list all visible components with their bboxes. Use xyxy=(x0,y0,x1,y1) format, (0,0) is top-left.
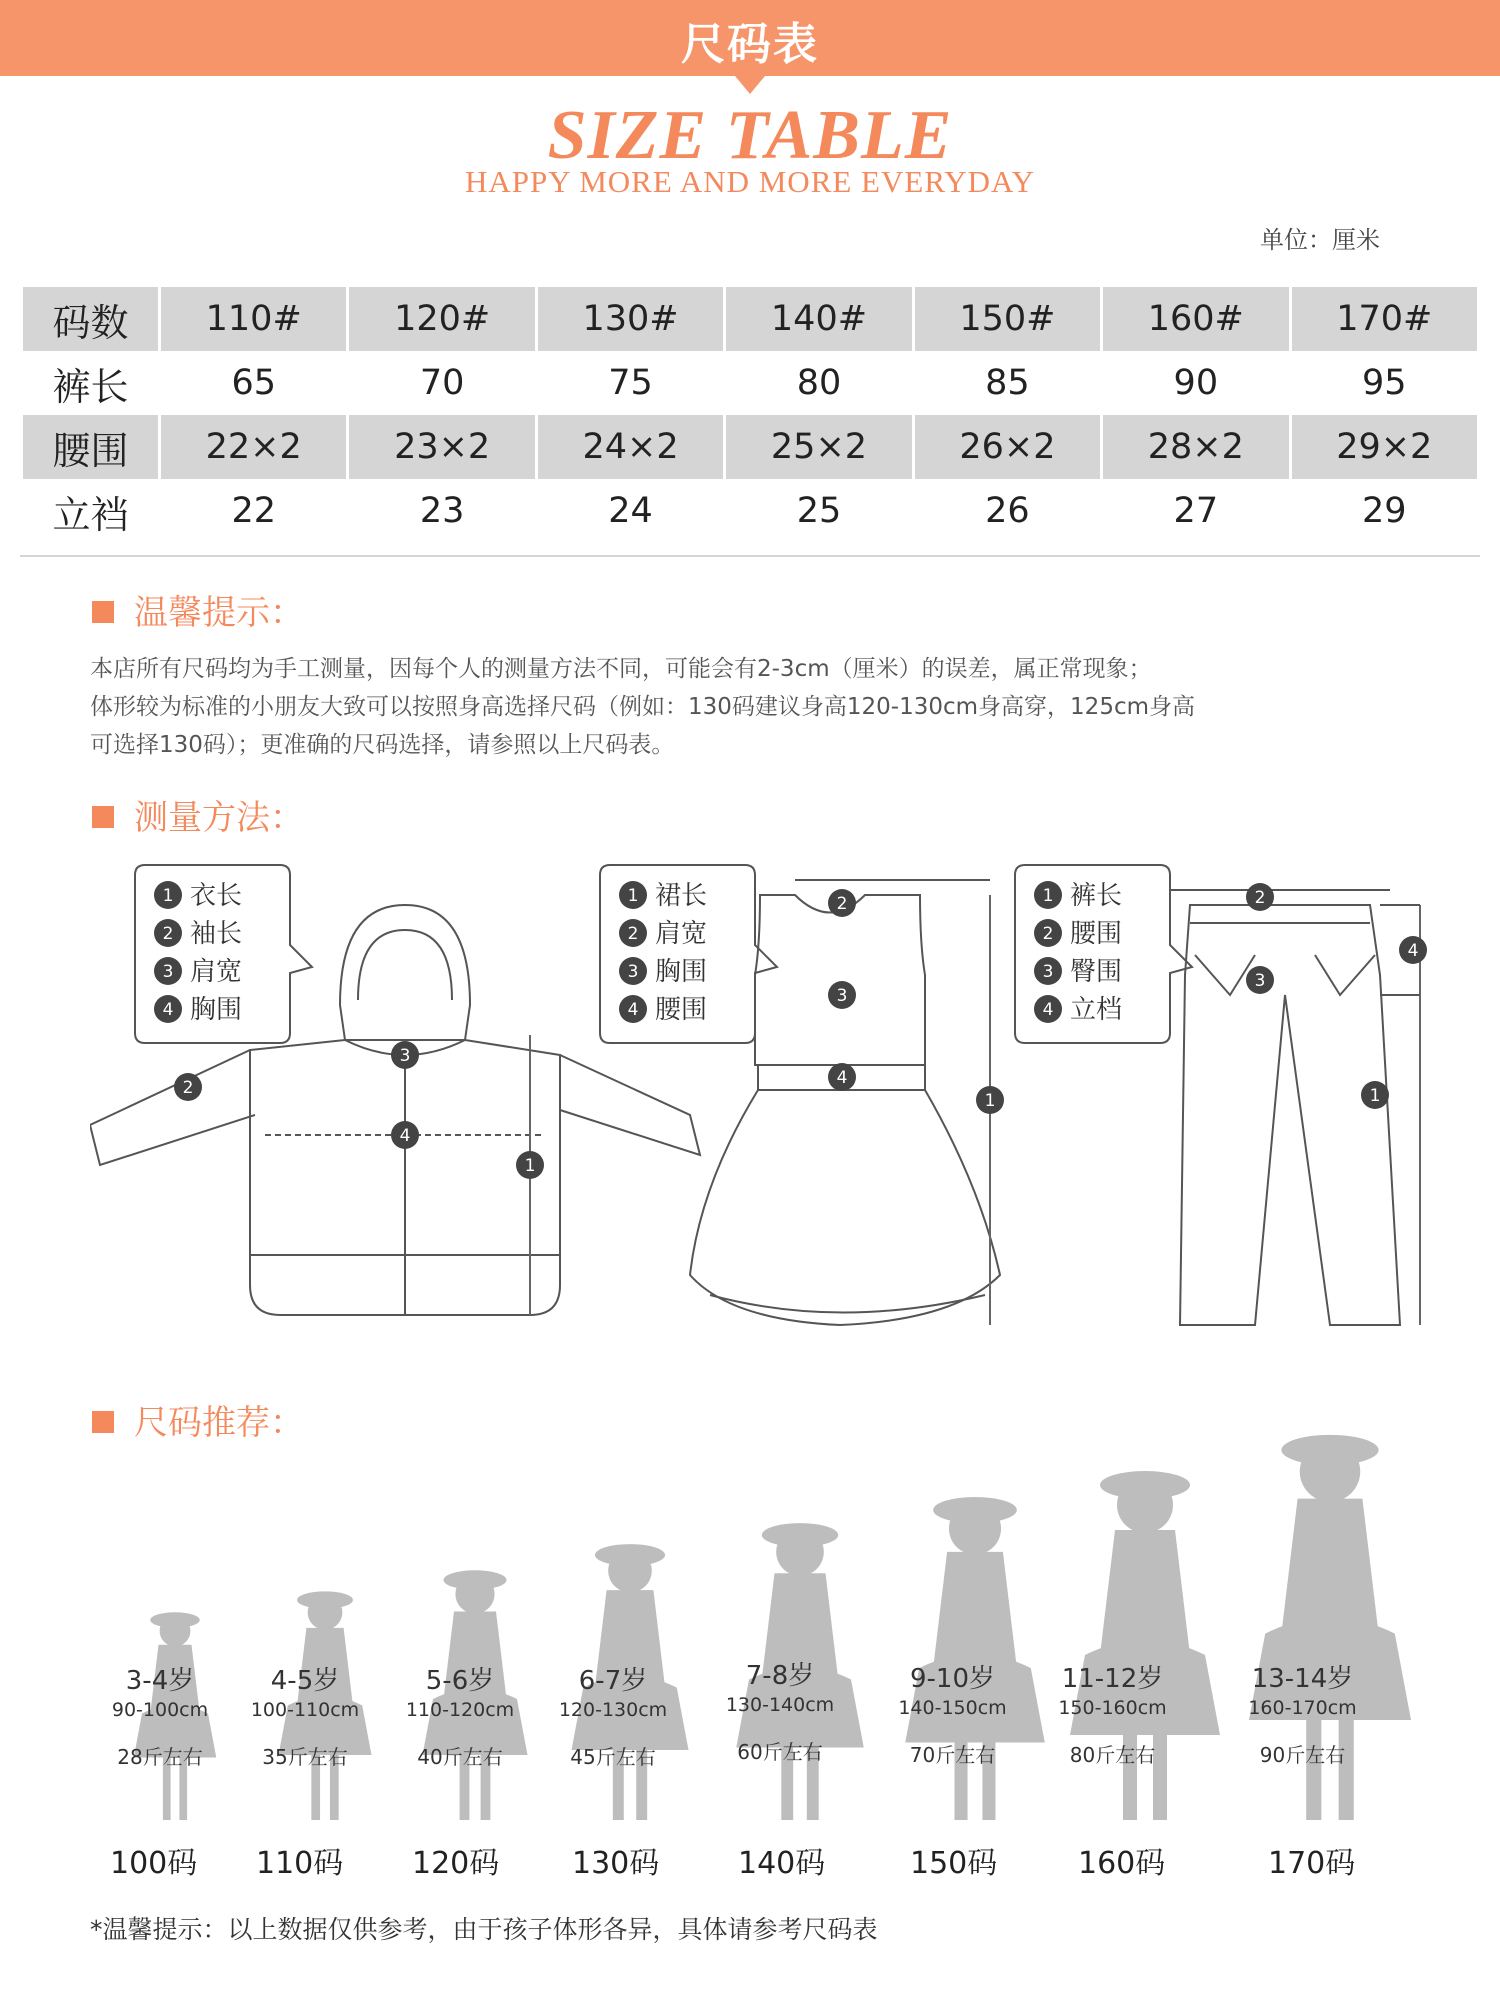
kid-age: 13-14岁 xyxy=(1251,1664,1354,1694)
kid-height: 160-170cm xyxy=(1248,1697,1357,1719)
method-heading xyxy=(92,790,304,839)
table-cell: 26 xyxy=(915,479,1100,543)
badge-number: 2 xyxy=(182,1078,194,1098)
kid-age: 6-7岁 xyxy=(578,1666,648,1696)
kid-height: 110-120cm xyxy=(405,1699,515,1721)
table-header-cell: 130# xyxy=(538,287,723,351)
table-cell: 23 xyxy=(349,479,534,543)
kid-info xyxy=(395,1660,525,1770)
pants-legend xyxy=(1015,865,1192,1043)
table-cell: 25×2 xyxy=(726,415,911,479)
badge-number: 1 xyxy=(162,886,174,906)
table-header-cell: 170# xyxy=(1292,287,1477,351)
kid-info xyxy=(1045,1658,1180,1768)
table-header-cell: 码数 xyxy=(23,287,158,351)
badge-number: 3 xyxy=(1254,971,1266,991)
legend-item: 裙长 xyxy=(655,881,708,911)
badge-number: 3 xyxy=(627,962,639,982)
kid-weight: 45斤左右 xyxy=(570,1745,656,1769)
legend-item: 立档 xyxy=(1070,995,1123,1025)
table-cell: 95 xyxy=(1292,351,1477,415)
brand-subtitle: HAPPY MORE AND MORE EVERYDAY xyxy=(464,164,1035,199)
kid-age: 5-6岁 xyxy=(425,1666,495,1696)
size-label: 150码 xyxy=(910,1846,998,1881)
unit-label: 单位：厘米 xyxy=(1260,226,1380,254)
badge-number: 1 xyxy=(1369,1086,1381,1106)
header-title: 尺码表 xyxy=(681,19,819,70)
badge-number: 4 xyxy=(399,1126,411,1146)
tips-line: 可选择130码）；更准确的尺码选择，请参照以上尺码表。 xyxy=(90,732,675,758)
tips-text xyxy=(90,650,1430,764)
footer-note: *温馨提示：以上数据仅供参考，由于孩子体形各异，具体请参考尺码表 xyxy=(90,1915,878,1944)
badge-number: 4 xyxy=(627,1000,639,1020)
kid-age: 9-10岁 xyxy=(909,1664,995,1694)
size-label: 140码 xyxy=(738,1846,826,1881)
kid-age: 4-5岁 xyxy=(270,1666,340,1696)
kid-weight: 90斤左右 xyxy=(1259,1743,1346,1767)
dress-legend xyxy=(600,865,777,1043)
measurement-diagram xyxy=(90,855,1440,1335)
tips-heading-text: 温馨提示： xyxy=(134,593,304,633)
badge-number: 2 xyxy=(1042,924,1054,944)
size-label: 100码 xyxy=(110,1846,198,1881)
kid-info xyxy=(240,1660,370,1770)
badge-number: 3 xyxy=(1042,962,1054,982)
table-header-cell: 110# xyxy=(161,287,346,351)
kid-weight: 80斤左右 xyxy=(1069,1743,1156,1767)
table-cell: 29×2 xyxy=(1292,415,1477,479)
dress-markers xyxy=(828,889,1004,1114)
table-row-label: 立裆 xyxy=(23,479,158,543)
square-bullet-icon xyxy=(92,601,114,623)
table-cell: 24 xyxy=(538,479,723,543)
size-table xyxy=(20,287,1480,543)
badge-number: 1 xyxy=(524,1156,536,1176)
table-row xyxy=(23,351,1477,415)
kid-weight: 40斤左右 xyxy=(417,1745,503,1769)
size-label: 160码 xyxy=(1078,1846,1166,1881)
recommend-heading-text: 尺码推荐： xyxy=(134,1403,304,1443)
kid-age: 11-12岁 xyxy=(1061,1664,1164,1694)
table-divider xyxy=(20,555,1480,557)
legend-item: 肩宽 xyxy=(655,919,708,949)
table-header-cell: 160# xyxy=(1103,287,1288,351)
table-header-cell: 150# xyxy=(915,287,1100,351)
size-label: 130码 xyxy=(572,1846,660,1881)
table-cell: 29 xyxy=(1292,479,1477,543)
table-cell: 90 xyxy=(1103,351,1288,415)
badge-number: 4 xyxy=(1407,941,1419,961)
kid-height: 90-100cm xyxy=(111,1699,209,1721)
kid-height: 130-140cm xyxy=(725,1694,835,1716)
table-cell: 26×2 xyxy=(915,415,1100,479)
legend-item: 臀围 xyxy=(1070,957,1123,987)
kid-height: 140-150cm xyxy=(898,1697,1007,1719)
table-header-cell: 120# xyxy=(349,287,534,351)
table-cell: 75 xyxy=(538,351,723,415)
brand-title: SIZE TABLE xyxy=(547,97,953,174)
kid-age: 3-4岁 xyxy=(125,1666,195,1696)
badge-number: 2 xyxy=(836,894,848,914)
table-cell: 22 xyxy=(161,479,346,543)
badge-number: 4 xyxy=(836,1068,848,1088)
badge-number: 4 xyxy=(1042,1000,1054,1020)
table-cell: 25 xyxy=(726,479,911,543)
legend-item: 胸围 xyxy=(190,995,243,1025)
badge-number: 1 xyxy=(984,1091,996,1111)
square-bullet-icon xyxy=(92,806,114,828)
badge-number: 1 xyxy=(1042,886,1054,906)
table-row-label: 腰围 xyxy=(23,415,158,479)
table-header-row xyxy=(23,287,1477,351)
table-row xyxy=(23,479,1477,543)
kid-info xyxy=(1235,1658,1370,1768)
tips-line: 本店所有尺码均为手工测量，因每个人的测量方法不同，可能会有2-3cm（厘米）的误差，属正常现象； xyxy=(90,656,1152,682)
kid-weight: 28斤左右 xyxy=(117,1745,203,1769)
badge-number: 2 xyxy=(1254,888,1266,908)
jacket-legend xyxy=(135,865,312,1043)
kid-info xyxy=(885,1658,1020,1768)
table-row xyxy=(23,415,1477,479)
kid-weight: 35斤左右 xyxy=(262,1745,348,1769)
badge-number: 2 xyxy=(627,924,639,944)
badge-number: 3 xyxy=(162,962,174,982)
legend-item: 裤长 xyxy=(1070,881,1123,911)
kid-info xyxy=(100,1660,220,1770)
jacket-markers xyxy=(174,1041,544,1179)
legend-item: 肩宽 xyxy=(190,957,243,987)
legend-item: 袖长 xyxy=(190,919,243,949)
legend-item: 腰围 xyxy=(1070,919,1123,949)
table-cell: 23×2 xyxy=(349,415,534,479)
table-cell: 22×2 xyxy=(161,415,346,479)
badge-number: 3 xyxy=(399,1046,411,1066)
kid-weight: 60斤左右 xyxy=(737,1740,823,1764)
kid-height: 120-130cm xyxy=(558,1699,668,1721)
table-cell: 65 xyxy=(161,351,346,415)
legend-item: 衣长 xyxy=(190,881,243,911)
kid-age: 7-8岁 xyxy=(745,1661,815,1691)
table-cell: 27 xyxy=(1103,479,1288,543)
table-cell: 85 xyxy=(915,351,1100,415)
pants-drawing xyxy=(1170,890,1420,1325)
badge-number: 2 xyxy=(162,924,174,944)
tips-line: 体形较为标准的小朋友大致可以按照身高选择尺码（例如：130码建议身高120-130cm身高穿，125cm身高 xyxy=(90,694,1195,720)
table-cell: 24×2 xyxy=(538,415,723,479)
size-label: 120码 xyxy=(412,1846,500,1881)
table-row-label: 裤长 xyxy=(23,351,158,415)
badge-number: 3 xyxy=(836,986,848,1006)
table-cell: 80 xyxy=(726,351,911,415)
legend-item: 胸围 xyxy=(655,957,708,987)
badge-number: 4 xyxy=(162,1000,174,1020)
header-bar xyxy=(0,0,1500,76)
header-notch xyxy=(735,76,765,94)
kid-weight: 70斤左右 xyxy=(909,1743,996,1767)
method-heading-text: 测量方法： xyxy=(134,798,304,838)
kid-height: 100-110cm xyxy=(250,1699,360,1721)
table-header-cell: 140# xyxy=(726,287,911,351)
legend-item: 腰围 xyxy=(655,995,708,1025)
kid-info xyxy=(715,1655,845,1765)
table-cell: 28×2 xyxy=(1103,415,1288,479)
kid-height: 150-160cm xyxy=(1058,1697,1167,1719)
tips-heading xyxy=(92,585,304,634)
badge-number: 1 xyxy=(627,886,639,906)
table-cell: 70 xyxy=(349,351,534,415)
kid-info xyxy=(548,1660,678,1770)
size-label: 110码 xyxy=(256,1846,344,1881)
size-label: 170码 xyxy=(1268,1846,1356,1881)
